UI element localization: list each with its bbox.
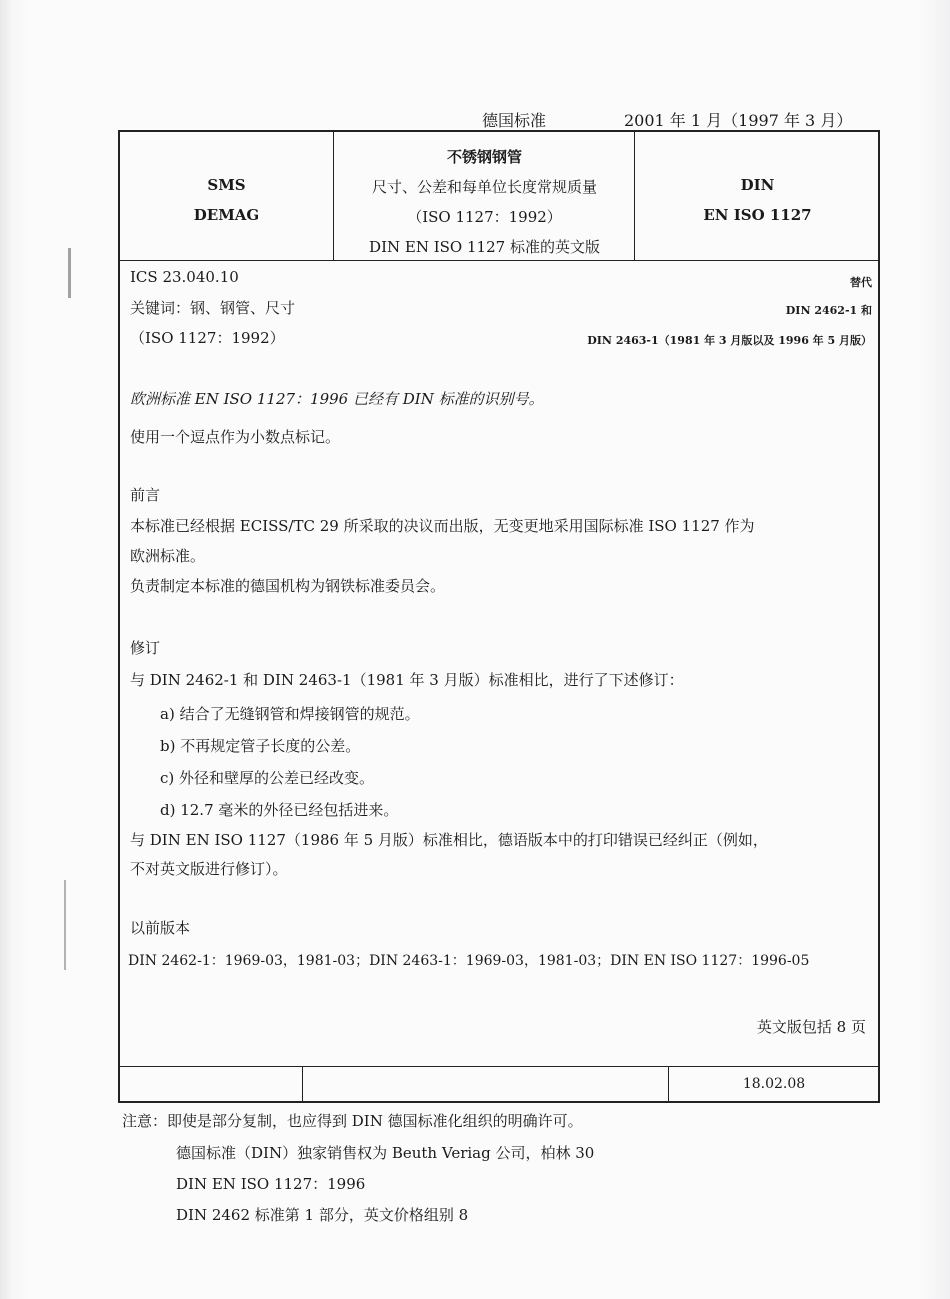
foreword-paragraph-line1: 本标准已经根据 ECISS/TC 29 所采取的决议而出版，无变更地采用国际标准 ISO 1127 作为: [130, 517, 755, 535]
keywords-iso-ref: （ISO 1127：1992）: [130, 329, 285, 347]
supersedes-line2: DIN 2463-1（1981 年 3 月版以及 1996 年 5 月版）: [587, 334, 872, 347]
price-group-note: DIN 2462 标准第 1 部分，英文价格组别 8: [176, 1206, 469, 1224]
amendment-item: d) 12.7 毫米的外径已经包括进来。: [160, 801, 399, 819]
foreword-heading: 前言: [130, 486, 161, 504]
standard-number: EN ISO 1127: [703, 206, 812, 224]
amendments-heading: 修订: [130, 639, 161, 657]
scan-mark: [68, 248, 71, 298]
footer-top-rule: [119, 1066, 879, 1067]
keywords: 关键词：钢、钢管、尺寸: [130, 299, 296, 317]
scan-mark: [64, 880, 66, 970]
document-title: 不锈钢钢管: [446, 148, 522, 166]
standard-prefix: DIN: [740, 176, 775, 194]
iso-reference: （ISO 1127：1992）: [407, 208, 562, 226]
foreword-responsible-body: 负责制定本标准的德国机构为钢铁标准委员会。: [130, 577, 446, 595]
copyright-notice: 注意：即使是部分复制，也应得到 DIN 德国标准化组织的明确许可。: [122, 1112, 583, 1130]
header-org: 德国标准: [482, 111, 547, 130]
english-pages-note: 英文版包括 8 页: [756, 1018, 866, 1036]
english-version-note: DIN EN ISO 1127 标准的英文版: [369, 238, 600, 256]
ics-code: ICS 23.040.10: [130, 268, 239, 286]
footer-divider-2: [668, 1066, 669, 1102]
amendments-intro: 与 DIN 2462-1 和 DIN 2463-1（1981 年 3 月版）标准相比，进行了下述修订：: [130, 671, 684, 689]
amendment-item: a) 结合了无缝钢管和焊接钢管的规范。: [160, 705, 420, 723]
header-date: 2001 年 1 月（1997 年 3 月）: [624, 111, 853, 130]
title-bottom-rule: [119, 260, 879, 261]
footer-date: 18.02.08: [742, 1076, 806, 1092]
amendment-item: c) 外径和壁厚的公差已经改变。: [160, 769, 375, 787]
document-subtitle: 尺寸、公差和每单位长度常规质量: [371, 178, 597, 196]
footer-divider-1: [302, 1066, 303, 1102]
publisher-line1: SMS: [207, 176, 246, 194]
distribution-note: 德国标准（DIN）独家销售权为 Beuth Veriag 公司，柏林 30: [176, 1144, 595, 1162]
amendment-item: b) 不再规定管子长度的公差。: [160, 737, 361, 755]
previous-editions-heading: 以前版本: [130, 919, 191, 937]
amendments-paragraph-line2: 不对英文版进行修订）。: [130, 860, 288, 878]
standard-reference: DIN EN ISO 1127：1996: [176, 1175, 366, 1193]
supersedes-line1: DIN 2462-1 和: [785, 304, 872, 317]
publisher-line2: DEMAG: [193, 206, 260, 224]
previous-editions-list: DIN 2462-1：1969-03，1981-03；DIN 2463-1：1969-03，1981-03；DIN EN ISO 1127：1996-05: [128, 953, 810, 969]
decimal-mark-note: 使用一个逗点作为小数点标记。: [130, 428, 341, 446]
foreword-paragraph-line2: 欧洲标准。: [130, 547, 206, 565]
title-divider-right: [634, 131, 635, 261]
amendments-paragraph-line1: 与 DIN EN ISO 1127（1986 年 5 月版）标准相比，德语版本中的打印错误已经纠正（例如，: [130, 831, 768, 849]
supersedes-label: 替代: [850, 276, 872, 289]
din-identifier-notice: 欧洲标准 EN ISO 1127：1996 已经有 DIN 标准的识别号。: [130, 390, 544, 408]
title-divider-left: [333, 131, 334, 261]
